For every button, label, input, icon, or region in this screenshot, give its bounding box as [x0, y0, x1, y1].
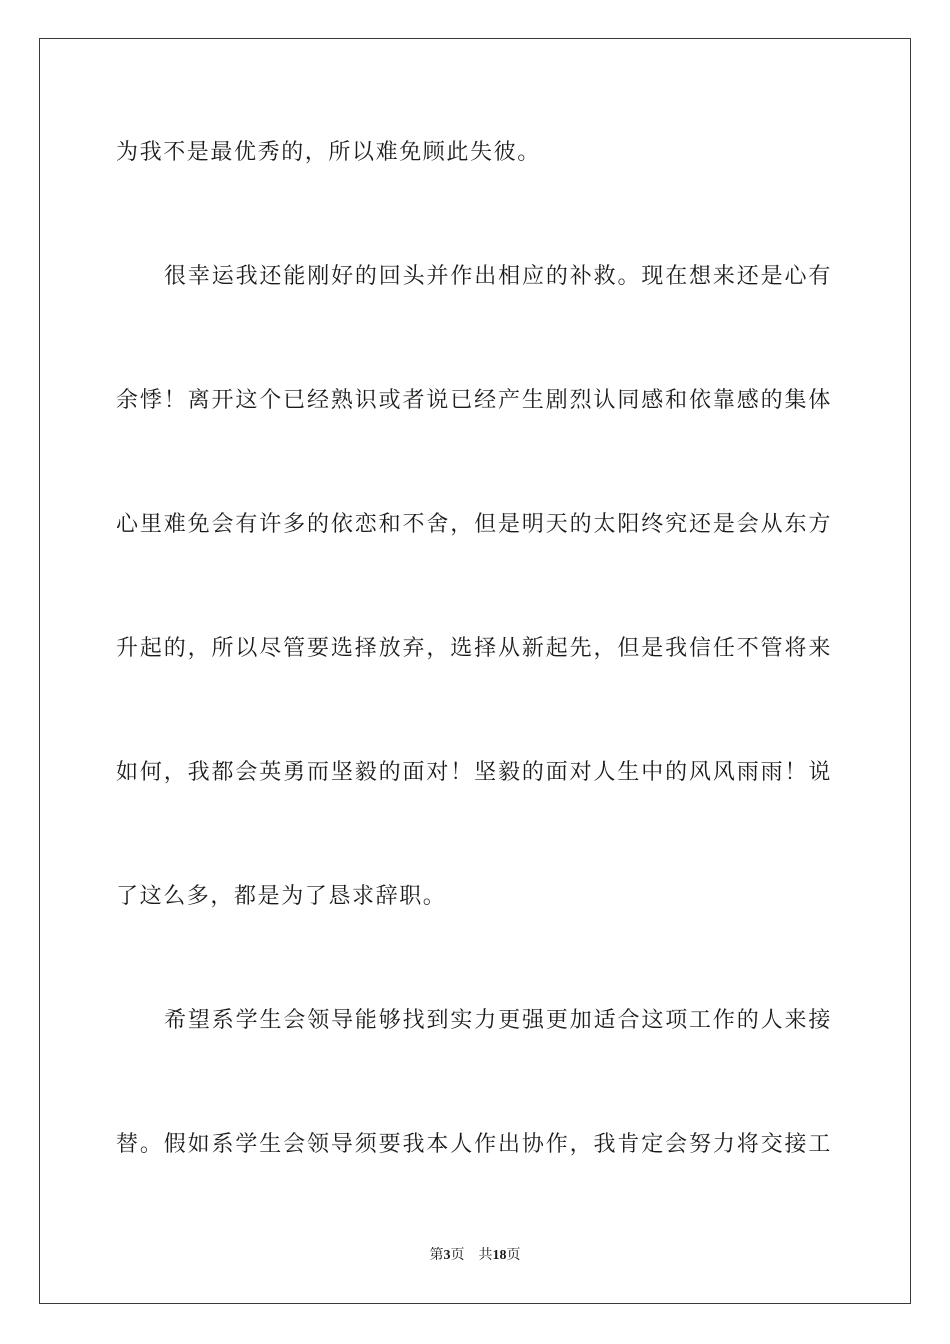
body-line-8: 希望系学生会领导能够找到实力更强更加适合这项工作的人来接 — [164, 1008, 832, 1033]
body-line-9: 替。假如系学生会领导须要我本人作出协作，我肯定会努力将交接工 — [116, 1132, 832, 1157]
page-suffix: 页 — [450, 1247, 465, 1263]
total-pages: 18 — [492, 1248, 507, 1263]
body-line-6: 如何，我都会英勇而坚毅的面对！坚毅的面对人生中的风风雨雨！说 — [116, 760, 832, 785]
page-border — [39, 38, 911, 1304]
page-number: 3 — [443, 1248, 451, 1263]
total-suffix: 页 — [506, 1247, 521, 1263]
body-line-3: 余悸！离开这个已经熟识或者说已经产生剧烈认同感和依靠感的集体 — [116, 388, 832, 413]
body-line-1: 为我不是最优秀的，所以难免顾此失彼。 — [116, 140, 541, 165]
body-line-7: 了这么多，都是为了恳求辞职。 — [116, 884, 447, 909]
page-footer — [0, 1245, 950, 1266]
total-prefix: 共 — [478, 1247, 493, 1263]
body-line-4: 心里难免会有许多的依恋和不舍，但是明天的太阳终究还是会从东方 — [116, 512, 832, 537]
page-prefix: 第 — [429, 1247, 444, 1263]
body-line-2: 很幸运我还能刚好的回头并作出相应的补救。现在想来还是心有 — [164, 264, 832, 289]
body-line-5: 升起的，所以尽管要选择放弃，选择从新起先，但是我信任不管将来 — [116, 636, 832, 661]
